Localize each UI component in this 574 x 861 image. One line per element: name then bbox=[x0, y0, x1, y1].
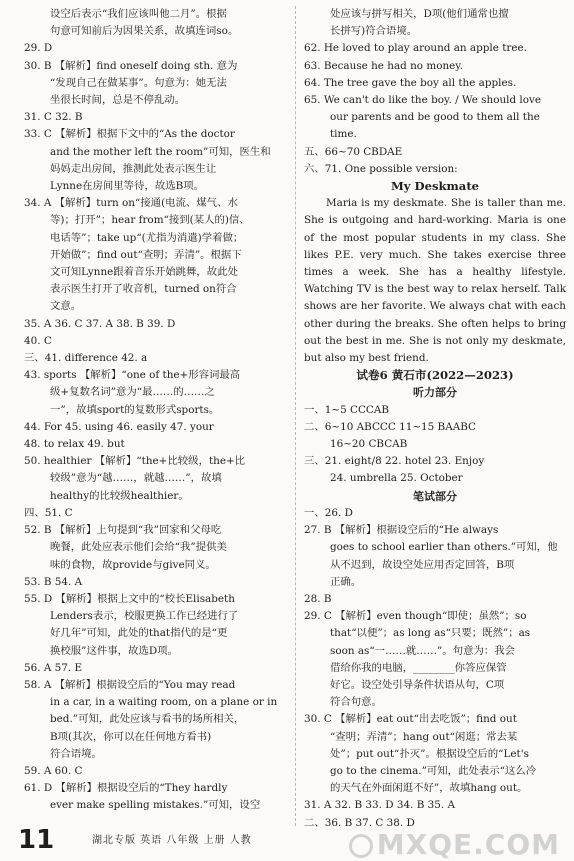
answer-line: My Deskmate bbox=[390, 179, 480, 194]
answer-line: 好它。设空处引导条件状语从句，C项 bbox=[330, 678, 505, 691]
answer-line: 31. C 32. B bbox=[24, 111, 83, 124]
answer-line: and the mother left the room”可知，医生和 bbox=[50, 145, 271, 158]
answer-line: 一、1~5 CCCAB bbox=[304, 403, 390, 416]
answer-line: 61. D 【解析】根据设空后的“They hardly bbox=[24, 782, 228, 795]
answer-line: “发现自己在做某事”。句意为：她无法 bbox=[50, 76, 227, 89]
answer-line: 味的食物，故provide与give同义。 bbox=[50, 558, 216, 571]
answer-line: 52. B 【解析】上句提到“我”回家和父母吃 bbox=[24, 524, 222, 537]
answer-line: 文意。 bbox=[50, 300, 82, 313]
answer-line: 句意可知前后为因果关系，故填连词so。 bbox=[50, 25, 239, 38]
answer-line: 34. A 【解析】turn on“接通(电流、煤气、水 bbox=[24, 197, 238, 210]
right-column bbox=[304, 6, 566, 832]
answer-line: 16~20 CBCAB bbox=[330, 438, 408, 451]
answer-line: 55. D 【解析】根据上文中的“校长Elisabeth bbox=[24, 592, 235, 605]
page-number: 11 bbox=[18, 825, 55, 855]
answer-line: 50. healthier 【解析】“the+比较级，the+比 bbox=[24, 455, 246, 468]
answer-line: 从不迟到，故设空处应用否定回答，B项 bbox=[330, 558, 515, 571]
answer-line: 27. B 【解析】根据设空后的“He always bbox=[304, 524, 499, 537]
answer-line: 64. The tree gave the boy all the apples. bbox=[304, 76, 517, 89]
answer-line: 48. to relax 49. but bbox=[24, 438, 125, 451]
page-footer bbox=[0, 820, 574, 860]
answer-line: 符合语境。 bbox=[50, 747, 102, 760]
answer-line: 听力部分 bbox=[413, 386, 457, 400]
answer-line: 六、71. One possible version: bbox=[304, 162, 458, 175]
answer-line: 五、66~70 CBDAE bbox=[304, 145, 403, 158]
answer-line: 一、26. D bbox=[304, 506, 353, 519]
answer-line: 43. sports 【解析】“one of the+形容词最高 bbox=[24, 369, 241, 382]
answer-line: soon as“一……就……”。句意为：我会 bbox=[330, 644, 516, 657]
answer-line: our parents and be good to them all the bbox=[330, 111, 540, 124]
footer-text: 湖北专版 英语 八年级 上册 人教 bbox=[92, 835, 252, 846]
watermark-text: MXQE.COM bbox=[376, 828, 560, 861]
answer-line: Maria is my deskmate. She is taller than me. She is outgoing and hard-working. Maria is one of the most popular students in my class. She likes P.E. very much. She takes exercise three times a week. She has a healthy lifestyle. Watching TV is the best way to relax herself. Talk shows are her favorite. We always chat with each other during the breaks. She often helps to bring out the best in me. She is not only my deskmate, but also my best friend. bbox=[304, 197, 566, 365]
answer-line: 一”，故填sport的复数形式sports。 bbox=[50, 403, 220, 416]
answer-line: 59. A 60. C bbox=[24, 764, 83, 777]
answer-line: 换校服”这件事，故选D项。 bbox=[50, 644, 178, 657]
answer-line: 65. We can't do like the boy. / We should love bbox=[304, 94, 542, 107]
answer-line: Lynne在房间里等待，故选B项。 bbox=[50, 180, 205, 193]
answer-line: 56. A 57. E bbox=[24, 661, 83, 674]
answer-line: bed.”可知，此处应该与看书的场所相关， bbox=[50, 713, 245, 726]
answer-line: 35. A 36. C 37. A 38. B 39. D bbox=[24, 317, 176, 330]
answer-line: goes to school earlier than others.”可知，他 bbox=[330, 541, 558, 554]
answer-line: 33. C 【解析】根据下文中的“As the doctor bbox=[24, 128, 235, 141]
watermark-icon bbox=[349, 834, 373, 858]
answer-line: 58. A 【解析】根据设空后的“You may read bbox=[24, 678, 236, 691]
answer-line: 53. B 54. A bbox=[24, 575, 83, 588]
answer-line: that“以便”；as long as“只要；既然”；as bbox=[330, 627, 531, 640]
answer-line: 文可知Lynne跟着音乐开始跳舞，故此处 bbox=[50, 266, 238, 279]
answer-line: “查明；弄清”；hang out“闲逛；常去某 bbox=[330, 730, 518, 743]
answer-line: 30. C 【解析】eat out“出去吃饭”；find out bbox=[304, 713, 517, 726]
answer-line: in a car, in a waiting room, on a plane or in bbox=[50, 696, 278, 709]
answer-line: 31. A 32. B 33. D 34. B 35. A bbox=[304, 799, 455, 812]
watermark bbox=[349, 828, 560, 861]
answer-line: healthy的比较级healthier。 bbox=[50, 489, 189, 502]
answer-line: 试卷6 黄石市(2022—2023) bbox=[356, 368, 514, 383]
answer-line: 等)；打开”；hear from“接到(某人的)信、 bbox=[50, 214, 250, 227]
answer-line: 电话等”；take up“(尤指为消遣)学着做； bbox=[50, 231, 244, 244]
column-divider bbox=[295, 6, 296, 826]
answer-line: 二、6~10 ABCCC 11~15 BAABC bbox=[304, 420, 476, 433]
answer-line: 62. He loved to play around an apple tree. bbox=[304, 42, 527, 55]
answer-line: time. bbox=[330, 128, 357, 141]
answer-line: 处”；put out“扑灭”。根据设空后的“Let's bbox=[330, 747, 529, 760]
answer-line: 28. B bbox=[304, 592, 332, 605]
answer-line: 级+复数名词”意为“最……的……之 bbox=[50, 386, 215, 399]
answer-line: 较级”意为“越……，就越……”，故填 bbox=[50, 472, 222, 485]
answer-line: 表示医生打开了收音机，turned on符合 bbox=[50, 283, 237, 296]
answer-line: 四、51. C bbox=[24, 506, 73, 519]
answer-line: 笔试部分 bbox=[413, 489, 457, 503]
left-column bbox=[24, 6, 286, 815]
answer-line: 63. Because he had no money. bbox=[304, 59, 464, 72]
answer-line: 处应该与拼写相关，D项(他们通常也擅 bbox=[330, 8, 509, 20]
answer-line: go to the cinema.”可知，此处表示“这么冷 bbox=[330, 764, 537, 777]
answer-line: 的天气在外面闲逛不好”，故填hang out。 bbox=[330, 782, 528, 795]
answer-line: 三、21. eight/8 22. hotel 23. Enjoy bbox=[304, 455, 485, 468]
answer-line: 符合句意。 bbox=[330, 696, 382, 709]
answer-line: 晚餐，此处应表示他们会给“我”提供美 bbox=[50, 541, 227, 554]
answer-line: 开始做”；find out“查明；弄清”。根据下 bbox=[50, 248, 242, 261]
answer-line: 30. B 【解析】find oneself doing sth. 意为 bbox=[24, 59, 238, 72]
answer-line: 妈妈走出房间，推测此处表示医生让 bbox=[50, 162, 217, 175]
answer-line: 40. C bbox=[24, 334, 52, 347]
answer-line: 24. umbrella 25. October bbox=[330, 472, 463, 485]
answer-line: 正确。 bbox=[330, 575, 362, 588]
answer-line: 设空后表示“我们应该叫他二月”。根据 bbox=[50, 8, 227, 20]
answer-line: B项(其次，你可以在任何地方看书) bbox=[50, 730, 212, 743]
answer-line: 44. For 45. using 46. easily 47. your bbox=[24, 420, 214, 433]
answer-line: Lenders表示，校服更换工作已经进行了 bbox=[50, 610, 239, 623]
answer-line: ever make spelling mistakes.”可知，设空 bbox=[50, 799, 261, 812]
answer-line: 29. C 【解析】even though“即使；虽然”；so bbox=[304, 610, 527, 623]
answer-line: 好几年”可知，此处的that指代的是“更 bbox=[50, 627, 228, 640]
answer-line: 借给你我的电脑，________你答应保管 bbox=[330, 661, 507, 674]
answer-line: 29. D bbox=[24, 42, 53, 55]
answer-line: 三、41. difference 42. a bbox=[24, 352, 148, 365]
answer-line: 二、36. B 37. C 38. D bbox=[304, 816, 415, 829]
answer-line: 长拼写)符合语境。 bbox=[330, 25, 418, 38]
answer-line: 坐很长时间，总是不停乱动。 bbox=[50, 94, 186, 107]
